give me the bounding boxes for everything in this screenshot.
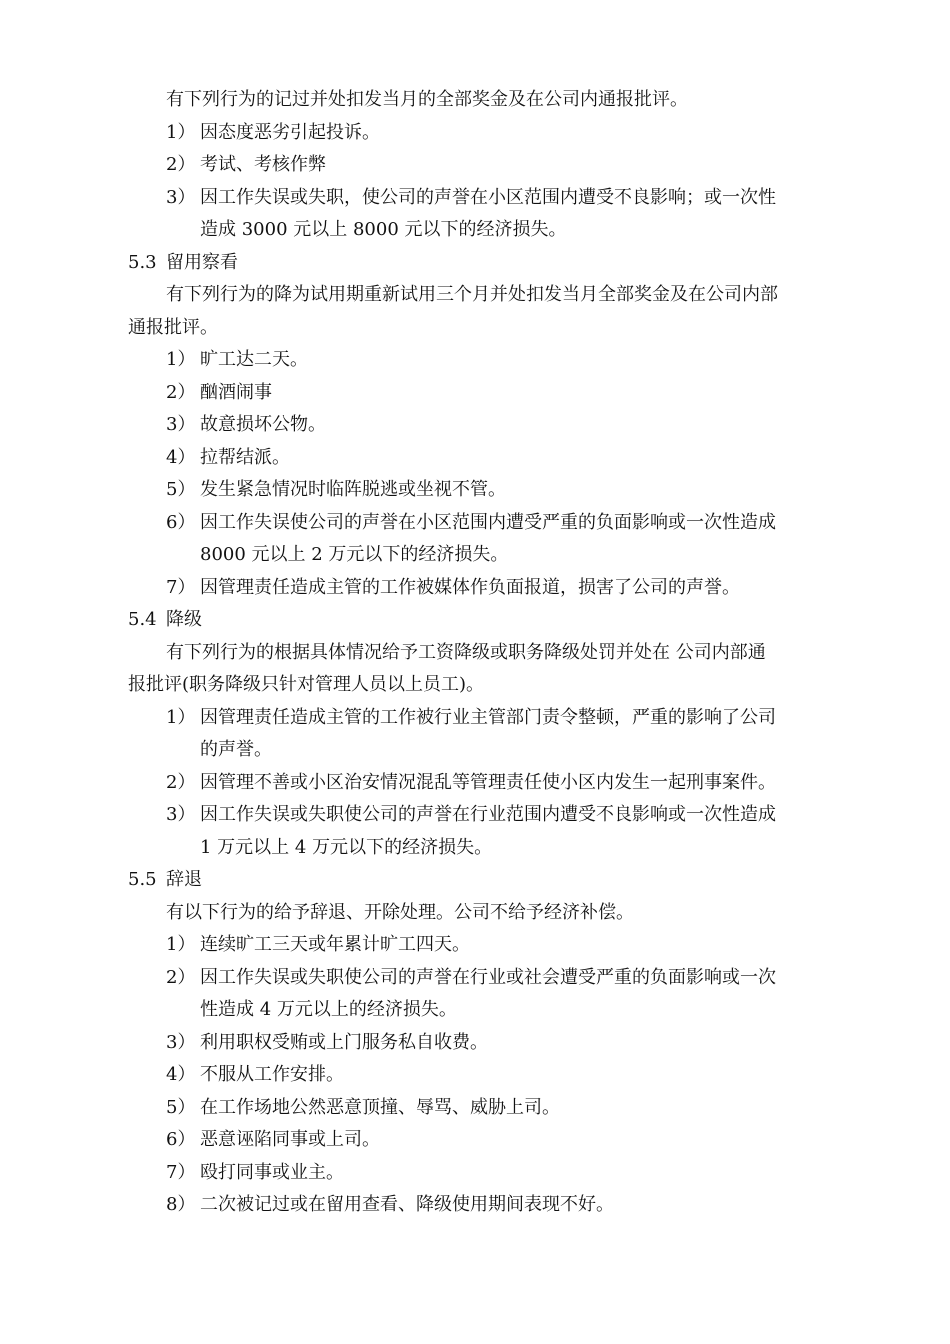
list-item-number: 7）	[166, 1161, 196, 1183]
list-item-number: 3）	[166, 804, 196, 825]
list-item	[0, 1027, 950, 1060]
section-title: 辞退	[166, 869, 202, 890]
list-item	[0, 409, 950, 442]
list-item	[0, 377, 950, 410]
list-item	[0, 474, 950, 507]
list-item-number: 6）	[166, 511, 196, 533]
list-item	[0, 929, 950, 962]
list-item	[0, 1189, 950, 1222]
list-item-continuation: 1 万元以上 4 万元以下的经济损失。	[200, 836, 493, 858]
list-item	[0, 1092, 950, 1125]
list-item-number: 5）	[166, 1096, 196, 1118]
list-item-text: 恶意诬陷同事或上司。	[200, 1129, 380, 1150]
section-title: 留用察看	[166, 251, 238, 273]
paragraph: 有下列行为的根据具体情况给予工资降级或职务降级处罚并处在 公司内部通	[166, 641, 766, 663]
list-item	[0, 507, 950, 540]
list-item-text: 因管理责任造成主管的工作被行业主管部门责令整顿，严重的影响了公司	[200, 706, 776, 728]
section-number: 5.5	[128, 869, 157, 890]
list-item-text: 因管理责任造成主管的工作被媒体作负面报道，损害了公司的声誉。	[200, 576, 740, 598]
list-item-text: 酗酒闹事	[200, 381, 272, 403]
list-item-text: 因管理不善或小区治安情况混乱等管理责任使小区内发生一起刑事案件。	[200, 771, 776, 793]
list-item	[0, 117, 950, 150]
section-heading	[0, 247, 950, 280]
list-item	[0, 182, 950, 215]
list-item	[0, 702, 950, 735]
list-item-number: 1）	[166, 934, 196, 955]
list-item	[0, 1124, 950, 1157]
list-item	[0, 442, 950, 475]
list-item-text: 因工作失误或失职使公司的声誉在行业或社会遭受严重的负面影响或一次	[200, 966, 776, 988]
section-title: 降级	[166, 609, 202, 630]
list-item-number: 8）	[166, 1194, 196, 1215]
paragraph-continuation: 报批评(职务降级只针对管理人员以上员工)。	[128, 674, 485, 695]
paragraph: 有下列行为的记过并处扣发当月的全部奖金及在公司内通报批评。	[166, 89, 688, 110]
list-item	[0, 1059, 950, 1092]
list-item-number: 4）	[166, 446, 196, 468]
list-item-text: 殴打同事或业主。	[200, 1161, 344, 1183]
list-item-continuation: 性造成 4 万元以上的经济损失。	[200, 999, 457, 1020]
paragraph-continuation: 通报批评。	[128, 316, 218, 338]
list-item-number: 7）	[166, 576, 196, 598]
list-item-number: 3）	[166, 1031, 196, 1053]
list-item-number: 3）	[166, 186, 196, 208]
paragraph: 有以下行为的给予辞退、开除处理。公司不给予经济补偿。	[166, 901, 634, 923]
list-item-text: 因工作失误或失职，使公司的声誉在小区范围内遭受不良影响；或一次性	[200, 186, 776, 208]
section-heading	[0, 604, 950, 637]
list-item-number: 2）	[166, 966, 196, 988]
list-item-number: 4）	[166, 1064, 196, 1085]
list-item-number: 1）	[166, 706, 196, 728]
section-number: 5.3	[128, 251, 157, 273]
list-item-text: 旷工达二天。	[200, 349, 308, 370]
list-item	[0, 344, 950, 377]
list-item-number: 2）	[166, 381, 196, 403]
list-item	[0, 962, 950, 995]
list-item-number: 5）	[166, 479, 196, 500]
list-item	[0, 767, 950, 800]
list-item	[0, 1157, 950, 1190]
list-item-text: 利用职权受贿或上门服务私自收费。	[200, 1031, 488, 1053]
list-item-number: 2）	[166, 771, 196, 793]
list-item-text: 发生紧急情况时临阵脱逃或坐视不管。	[200, 479, 506, 500]
paragraph: 有下列行为的降为试用期重新试用三个月并处扣发当月全部奖金及在公司内部	[166, 284, 778, 305]
section-heading	[0, 864, 950, 897]
list-item-text: 因工作失误或失职使公司的声誉在行业范围内遭受不良影响或一次性造成	[200, 804, 776, 825]
section-number: 5.4	[128, 609, 157, 630]
list-item-text: 拉帮结派。	[200, 446, 290, 468]
document-page	[0, 84, 950, 1222]
list-item-text: 连续旷工三天或年累计旷工四天。	[200, 934, 470, 955]
list-item-text: 故意损坏公物。	[200, 414, 326, 435]
list-item-text: 因态度恶劣引起投诉。	[200, 121, 380, 143]
list-item	[0, 799, 950, 832]
list-item-number: 2）	[166, 154, 196, 175]
list-item-text: 二次被记过或在留用查看、降级使用期间表现不好。	[200, 1194, 614, 1215]
list-item-number: 3）	[166, 414, 196, 435]
list-item-continuation: 造成 3000 元以上 8000 元以下的经济损失。	[200, 219, 567, 240]
list-item-number: 1）	[166, 121, 196, 143]
list-item	[0, 149, 950, 182]
list-item-number: 1）	[166, 349, 196, 370]
list-item-number: 6）	[166, 1129, 196, 1150]
list-item-continuation: 8000 元以上 2 万元以下的经济损失。	[200, 544, 509, 565]
list-item-text: 因工作失误使公司的声誉在小区范围内遭受严重的负面影响或一次性造成	[200, 511, 776, 533]
list-item	[0, 572, 950, 605]
list-item-text: 不服从工作安排。	[200, 1064, 344, 1085]
list-item-continuation: 的声誉。	[200, 739, 272, 760]
list-item-text: 考试、考核作弊	[200, 154, 326, 175]
list-item-text: 在工作场地公然恶意顶撞、辱骂、威胁上司。	[200, 1096, 560, 1118]
